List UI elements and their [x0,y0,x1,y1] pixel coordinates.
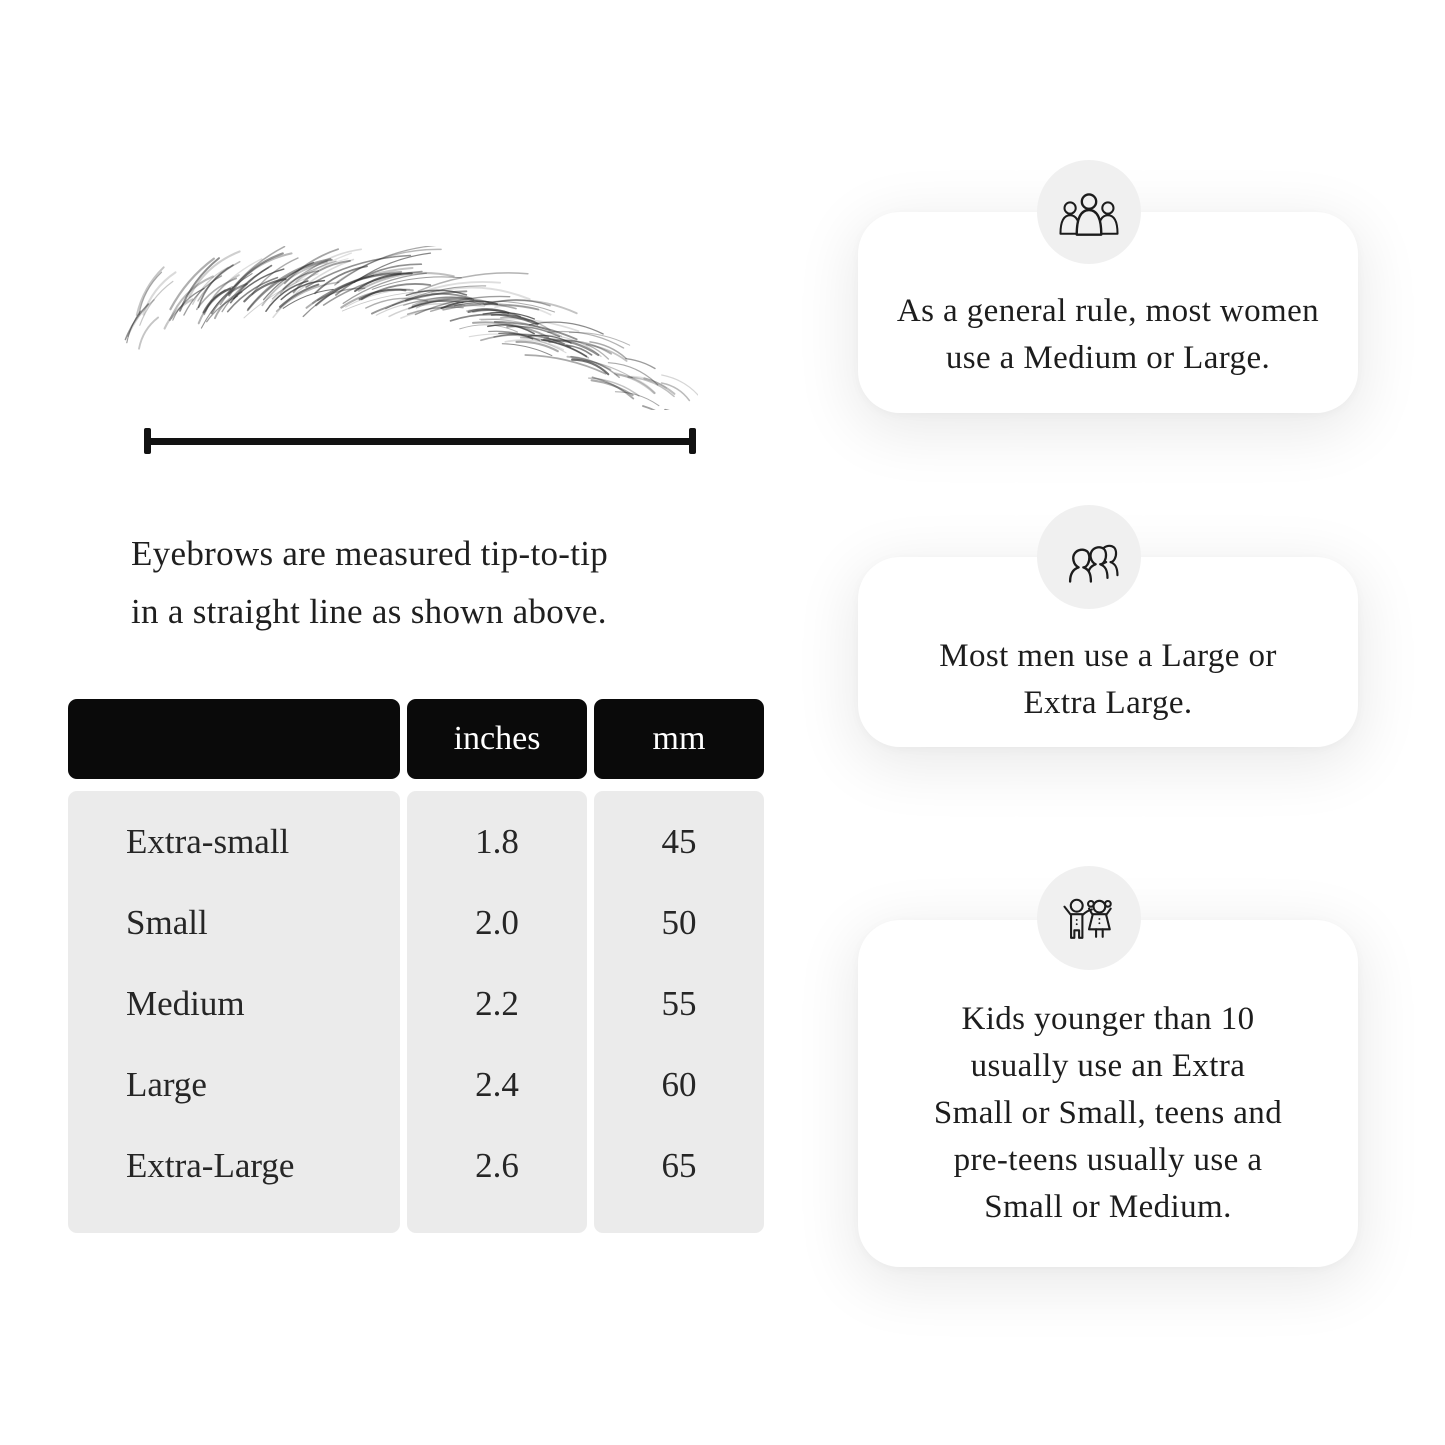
measurement-line [144,428,696,454]
kids-icon [1055,890,1123,946]
mm-value: 50 [661,902,697,942]
mm-value: 45 [661,821,697,861]
card-text: As a general rule, most women use a Medium or Large. [896,293,1320,376]
men-group-icon [1055,529,1123,585]
measurement-caption: Eyebrows are measured tip-to-tip in a straight line as shown above. [131,534,609,631]
size-label: Small [126,902,208,942]
women-group-icon [1055,184,1123,240]
inches-value: 2.2 [475,983,519,1023]
table-header-row [68,699,764,779]
header-cell-inches: inches [407,699,587,779]
size-table [68,699,764,1233]
mm-value: 65 [661,1145,697,1185]
eyebrow-illustration [114,246,698,410]
inches-value: 2.6 [475,1145,519,1185]
column-size-labels [68,791,400,1233]
mm-value: 60 [661,1064,697,1104]
column-mm-values [594,791,764,1233]
inches-value: 2.0 [475,902,519,942]
size-label: Medium [126,983,245,1023]
info-card-kids [858,920,1358,1267]
card-icon-circle [1037,866,1141,970]
size-label: Extra-small [126,821,290,861]
line-endcap-right [689,428,696,454]
header-cell-mm: mm [594,699,764,779]
size-label: Extra-Large [126,1145,295,1185]
mm-value: 55 [661,983,697,1023]
column-inches-values [407,791,587,1233]
card-icon-circle [1037,505,1141,609]
card-text: Most men use a Large or Extra Large. [939,638,1277,721]
table-body [68,791,764,1233]
line-bar [150,438,690,445]
size-label: Large [126,1064,207,1104]
card-icon-circle [1037,160,1141,264]
inches-value: 1.8 [475,821,519,861]
inches-value: 2.4 [475,1064,519,1104]
header-cell-size [68,699,400,779]
card-text: Kids younger than 10 usually use an Extra Small or Small, teens and pre-teens usually use a Small or Medium. [933,1001,1283,1225]
